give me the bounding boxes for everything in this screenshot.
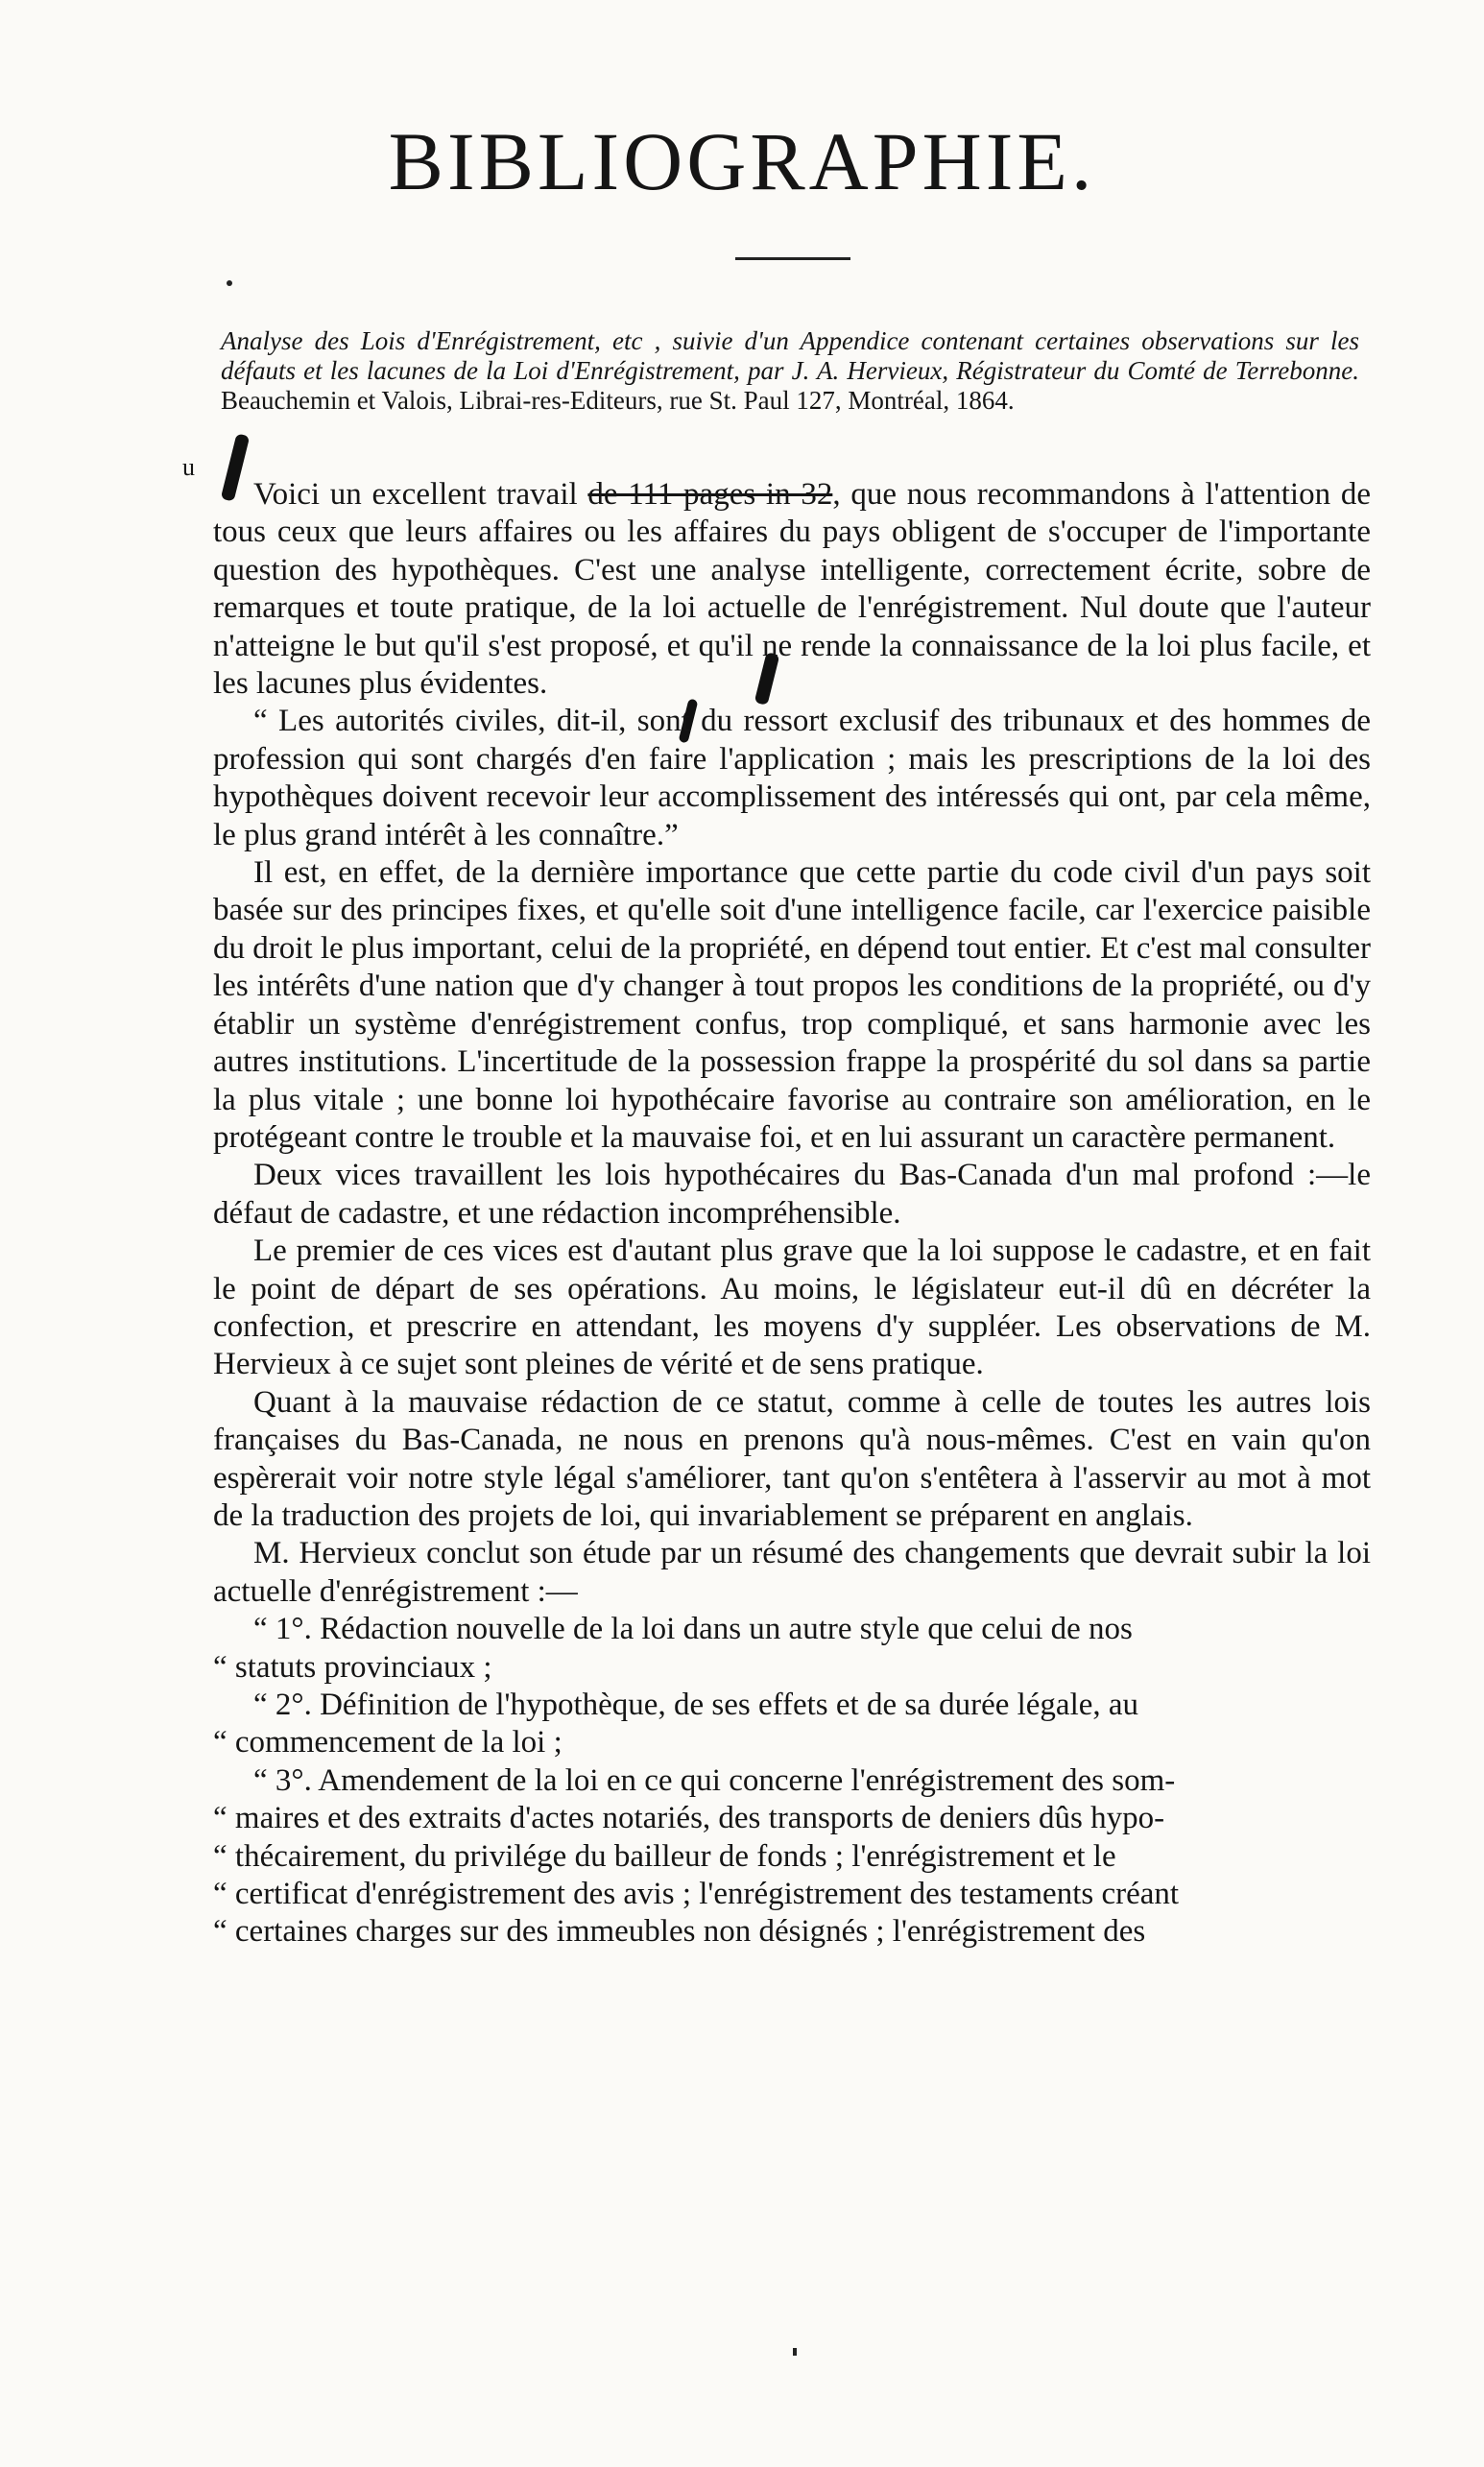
paragraph-4: Deux vices travaillent les lois hypothécaires du Bas-Canada d'un mal profond :—le défaut de cadastre, et une rédaction incompréhensible. — [213, 1158, 1371, 1231]
paragraph-text: Voici un excellent travail — [253, 477, 588, 512]
paragraph-1 — [213, 476, 1371, 703]
struck-text: de 111 pages in 32 — [587, 477, 833, 512]
review-body — [213, 476, 1371, 1952]
paragraph-text: , que nous recommandons à l'attention de tous ceux que leurs affaires ou les affaires du pays obligent de s'occuper de l'importante question des hypothèques. C'est une analyse intelligente, correctement écrite, sobre de remarques et toute pratique, de la loi actuelle de l'enrégistrement. Nul doute que l'auteur n'atteigne le but qu'il s'est proposé, et qu'il ne rende la connaissance de la loi plus facile, et les lacunes plus évidentes. — [213, 477, 1371, 702]
margin-mark: u — [182, 453, 195, 481]
page-title: BIBLIOGRAPHIE. — [388, 115, 1096, 207]
list-line: “ 2°. Définition de l'hypothèque, de ses effets et de sa durée légale, au — [253, 1688, 1139, 1722]
list-line: “ certificat d'enrégistrement des avis ; l'enrégistrement des testaments créant — [213, 1877, 1180, 1912]
paragraph-5: Le premier de ces vices est d'autant plus grave que la loi suppose le cadastre, et en fait le point de départ de ses opérations. Au moins, le législateur eut-il dû en décréter la confection, et prescrire en attendant, les moyens d'y suppléer. Les observations de M. Hervieux à ce sujet sont pleines de vérité et de sens pratique. — [213, 1234, 1371, 1382]
list-line: “ 3°. Amendement de la loi en ce qui concerne l'enrégistrement des som- — [253, 1762, 1176, 1798]
list-line: “ 1°. Rédaction nouvelle de la loi dans un autre style que celui de nos — [253, 1612, 1133, 1647]
book-citation — [221, 326, 1359, 416]
list-line: “ commencement de la loi ; — [213, 1725, 562, 1760]
list-line: “ statuts provinciaux ; — [213, 1649, 492, 1685]
list-line: “ certaines charges sur des immeubles non désignés ; l'enrégistrement des — [213, 1914, 1146, 1950]
list-line: “ thécairement, du privilége du bailleur de fonds ; l'enrégistrement et le — [213, 1838, 1116, 1874]
title-rule — [735, 257, 850, 260]
paragraph-2: “ Les autorités civiles, dit-il, sont du ressort exclusif des tribunaux et des hommes de profession qui sont chargés d'en faire l'application ; mais les prescriptions de la loi des hypothèques doivent recevoir leur accomplissement des intéressés qui ont, par cela même, le plus grand intérêt à les connaître.” — [213, 704, 1371, 852]
list-line: “ maires et des extraits d'actes notariés, des transports de deniers dûs hypo- — [213, 1801, 1165, 1836]
citation-publisher: Beauchemin et Valois, Librai-res-Editeurs, rue St. Paul 127, Montréal, 1864. — [221, 386, 1015, 415]
paragraph-7: M. Hervieux conclut son étude par un résumé des changements que devrait subir la loi actuelle d'enrégistrement :— — [213, 1536, 1371, 1609]
bottom-dot — [793, 2348, 797, 2356]
bullet-dot — [227, 280, 232, 286]
paragraph-6: Quant à la mauvaise rédaction de ce statut, comme à celle de toutes les autres lois françaises du Bas-Canada, ne nous en prenons qu'à nous-mêmes. C'est en vain qu'on espèrerait voir notre style légal s'améliorer, tant qu'on s'entêtera à l'asservir au mot à mot de la traduction des projets de loi, qui invariablement se préparent en anglais. — [213, 1384, 1371, 1533]
paragraph-3: Il est, en effet, de la dernière importance que cette partie du code civil d'un pays soit basée sur des principes fixes, et qu'elle soit d'une intelligence facile, car l'exercice paisible du droit le plus important, celui de la propriété, en dépend tout entier. Et c'est mal consulter les intérêts d'une nation que d'y changer à tout propos les conditions de la propriété, ou d'y établir un système d'enrégistrement confus, trop compliqué, et sans harmonie avec les autres institutions. L'incertitude de la possession frappe la prospérité du sol dans sa partie la plus vitale ; une bonne loi hypothécaire favorise au contraire son amélioration, en le protégeant contre le trouble et la mauvaise foi, et en lui assurant un caractère permanent. — [213, 855, 1371, 1155]
citation-italic: Analyse des Lois d'Enrégistrement, etc , suivie d'un Appendice contenant certaines observations sur les défauts et les lacunes de la Loi d'Enrégistrement, par J. A. Hervieux, Régistrateur du Comté de Terrebonne. — [221, 326, 1359, 385]
